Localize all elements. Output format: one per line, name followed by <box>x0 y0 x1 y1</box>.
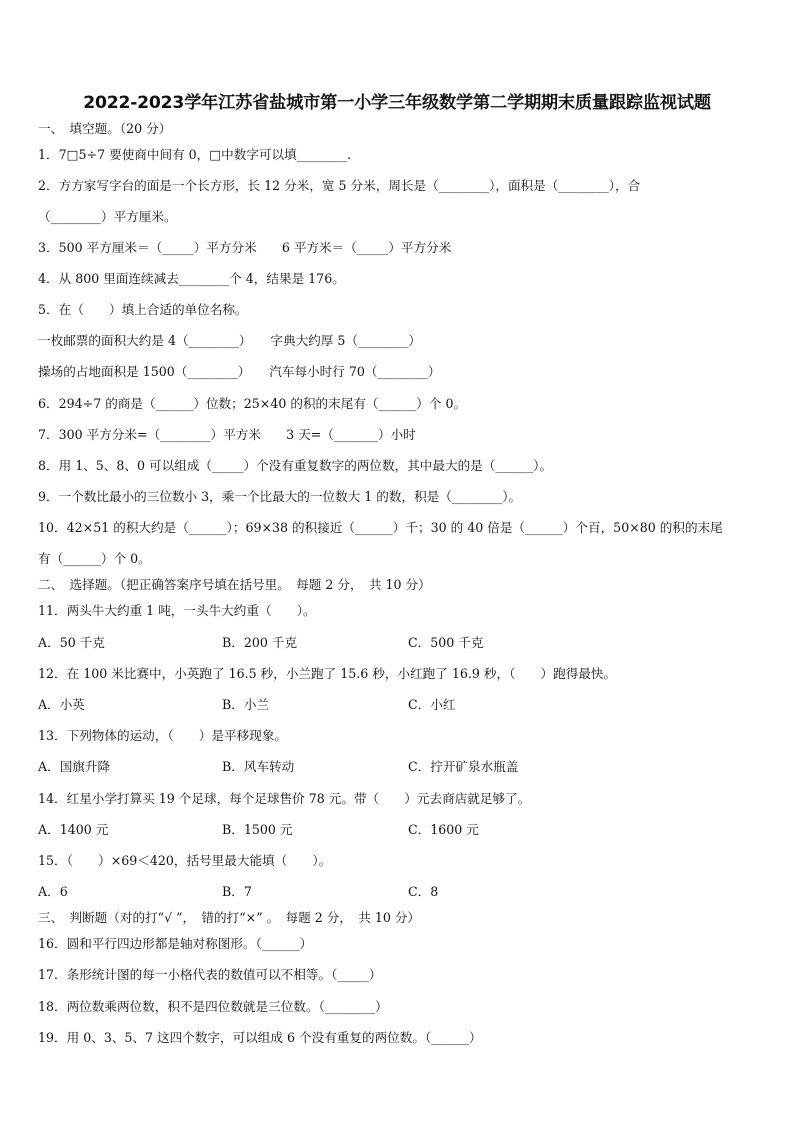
question-18: 18．两位数乘两位数，积不是四位数就是三位数。（________） <box>38 999 388 1014</box>
section-fill-blank: 一、 填空题。（20 分） <box>38 121 172 136</box>
section-multiple-choice: 二、 选择题。（把正确答案序号填在括号里。 每题 2 分， 共 10 分） <box>38 577 431 592</box>
option-11-b: B．200 千克 <box>222 635 298 650</box>
question-10-cont: 有（______）个 0。 <box>38 551 151 566</box>
question-5-line-a: 一枚邮票的面积大约是 4（________） 字典大约厚 5（________） <box>38 333 421 348</box>
question-14: 14．红星小学打算买 19 个足球，每个足球售价 78 元。带（ ）元去商店就足够了。 <box>38 791 531 806</box>
question-19: 19．用 0、3、5、7 这四个数字，可以组成 6 个没有重复的两位数。（______） <box>38 1030 482 1045</box>
option-15-b: B．7 <box>222 884 252 899</box>
question-7: 7．300 平方分米=（________）平方米 3 天=（_______）小时 <box>38 427 416 442</box>
option-15-a: A．6 <box>38 884 68 899</box>
question-11: 11．两头牛大约重 1 吨，一头牛大约重（ ）。 <box>38 603 316 618</box>
option-15-c: C．8 <box>408 884 439 899</box>
option-11-a: A．50 千克 <box>38 635 105 650</box>
question-13: 13．下列物体的运动，（ ）是平移现象。 <box>38 728 288 743</box>
question-4: 4．从 800 里面连续减去________个 4，结果是 176。 <box>38 271 345 286</box>
option-14-a: A．1400 元 <box>38 822 109 837</box>
exam-title: 2022-2023学年江苏省盐城市第一小学三年级数学第二学期期末质量跟踪监视试题 <box>83 93 711 113</box>
question-3: 3．500 平方厘米＝（_____）平方分米 6 平方米＝（_____）平方分米 <box>38 240 452 255</box>
question-9: 9．一个数比最小的三位数小 3，乘一个比最大的一位数大 1 的数，积是（________）。 <box>38 489 522 504</box>
option-11-c: C．500 千克 <box>408 635 484 650</box>
option-13-b: B．风车转动 <box>222 759 295 774</box>
option-13-a: A．国旗升降 <box>38 759 111 774</box>
question-12: 12．在 100 米比赛中，小英跑了 16.5 秒，小兰跑了 15.6 秒，小红跑了 16.9 秒，（ ）跑得最快。 <box>38 666 617 681</box>
section-true-false: 三、 判断题（对的打“√ ”， 错的打“×” 。 每题 2 分， 共 10 分） <box>38 910 421 925</box>
question-17: 17．条形统计图的每一小格代表的数值可以不相等。（_____） <box>38 967 382 982</box>
option-12-a: A．小英 <box>38 697 85 712</box>
option-12-b: B．小兰 <box>222 697 270 712</box>
question-2-cont: （________）平方厘米。 <box>38 209 177 224</box>
question-16: 16．圆和平行四边形都是轴对称图形。（______） <box>38 936 313 951</box>
option-14-c: C．1600 元 <box>408 822 479 837</box>
option-13-c: C．拧开矿泉水瓶盖 <box>408 759 519 774</box>
question-6: 6．294÷7 的商是（______）位数；25×40 的积的末尾有（______）个 0。 <box>38 396 467 411</box>
question-2: 2．方方家写字台的面是一个长方形，长 12 分米，宽 5 分米，周长是（________），面积是（________），合 <box>38 178 641 193</box>
question-8: 8．用 1、5、8、0 可以组成（_____）个没有重复数字的两位数，其中最大的是（______）。 <box>38 458 553 473</box>
option-14-b: B．1500 元 <box>222 822 293 837</box>
question-15: 15．（ ）×69＜420，括号里最大能填（ ）。 <box>38 853 332 868</box>
question-5-line-b: 操场的占地面积是 1500（________） 汽车每小时行 70（________） <box>38 364 441 379</box>
question-5: 5．在（ ）填上合适的单位名称。 <box>38 302 248 317</box>
question-10: 10．42×51 的积大约是（______）；69×38 的积接近（______）千；30 的 40 倍是（______）个百，50×80 的积的末尾 <box>38 520 723 535</box>
question-1: 1．7□5÷7 要使商中间有 0，□中数字可以填________. <box>38 147 352 162</box>
option-12-c: C．小红 <box>408 697 456 712</box>
